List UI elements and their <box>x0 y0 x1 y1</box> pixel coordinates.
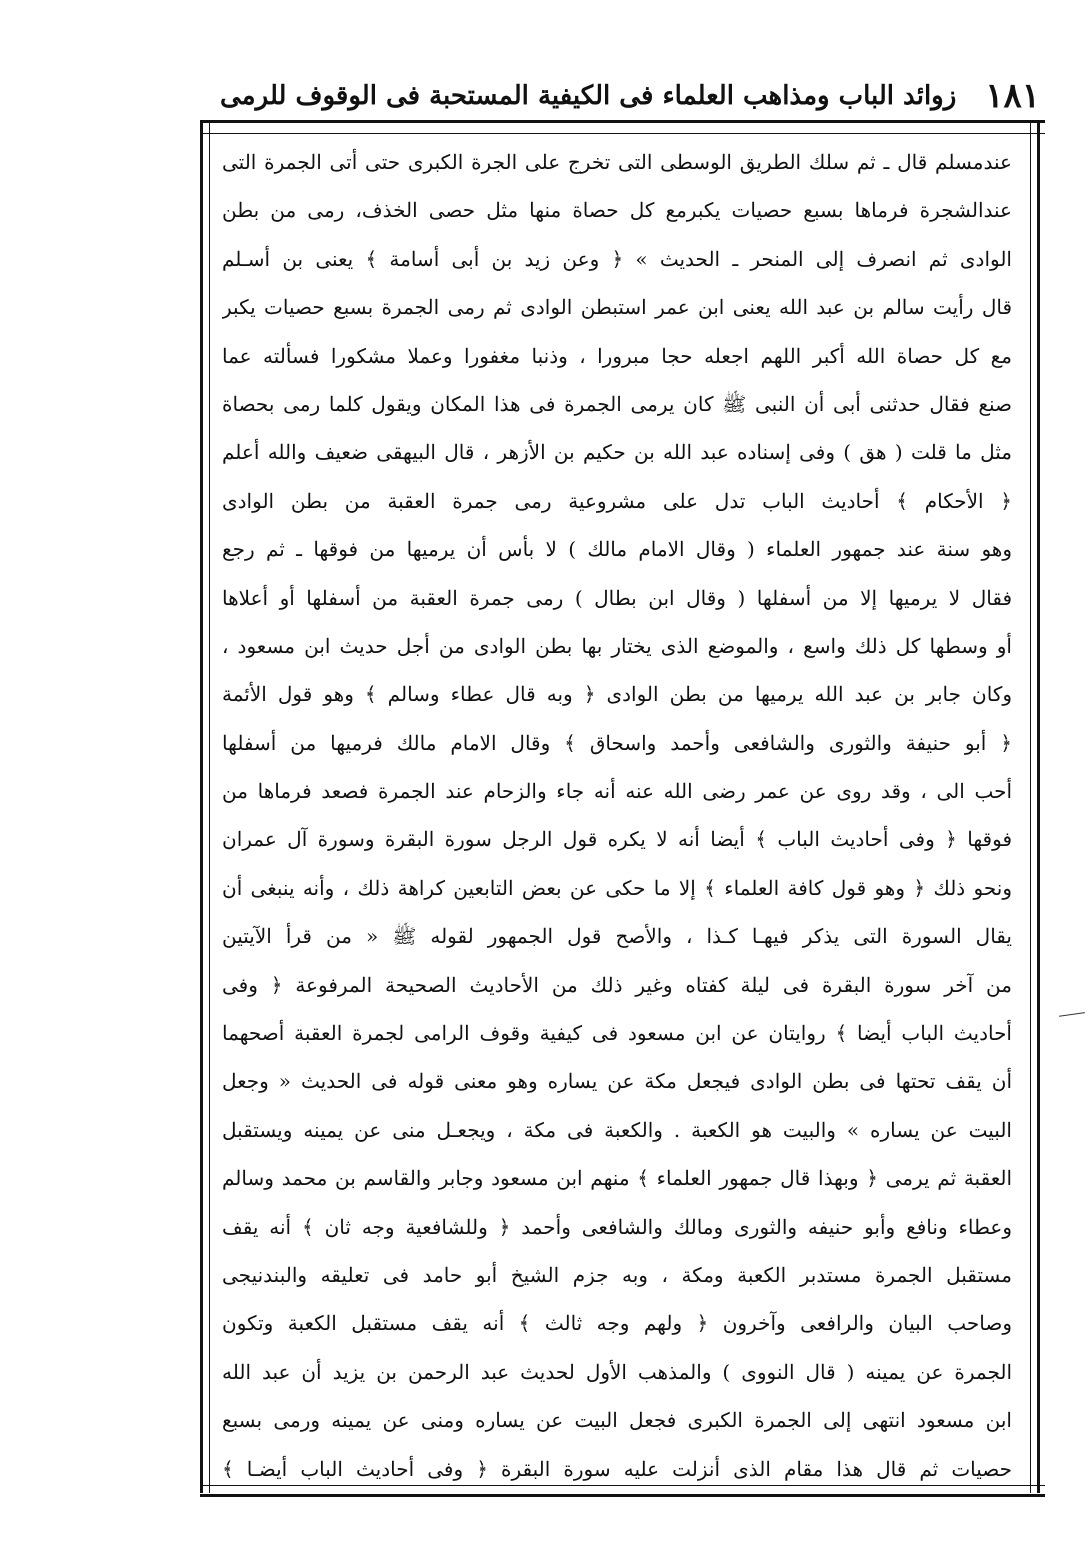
text-line: مستقبل الجمرة مستدبر الكعبة ومكة ، وبه جزم الشيخ أبو حامد فى تعليقه والبندنيجى <box>222 1262 1012 1287</box>
text-line: العقبة ثم يرمى ﴿ وبهذا قال جمهور العلماء ﴾ منهم ابن مسعود وجابر والقاسم بن محمد وسالم <box>222 1166 1012 1191</box>
body-text <box>222 138 1012 1493</box>
frame-right-rule <box>1030 120 1040 1493</box>
text-line: وهو سنة عند جمهور العلماء ( وقال الامام مالك ) لا بأس أن يرميها من فوقها ـ ثم رجع <box>222 537 1012 562</box>
text-line: قال رأيت سالم بن عبد الله يعنى ابن عمر استبطن الوادى ثم رمى الجمرة بسبع حصيات يكبر <box>222 295 1012 320</box>
page-number: ١٨١ <box>985 76 1040 116</box>
text-line: صنع فقال حدثنى أبى أن النبى ﷺ كان يرمى الجمرة فى هذا المكان ويقول كلما رمى بحصاة <box>222 391 1012 416</box>
text-line: أو وسطها كل ذلك واسع ، والموضع الذى يختار بها بطن الوادى من أجل حديث ابن مسعود ، <box>222 633 1012 658</box>
running-title: زوائد الباب ومذاهب العلماء فى الكيفية المستحبة فى الوقوف للرمى <box>220 81 957 111</box>
text-line: عندمسلم قال ـ ثم سلك الطريق الوسطى التى تخرج على الجرة الكبرى حتى أتى الجمرة التى <box>222 150 1012 174</box>
text-line: فوقها ﴿ وفى أحاديث الباب ﴾ أيضا أنه لا يكره قول الرجل سورة البقرة وسورة آل عمران <box>222 827 1012 852</box>
frame-left-rule <box>200 120 210 1493</box>
text-line: البيت عن يساره » والبيت هو الكعبة . والكعبة فى مكة ، ويجعـل منى عن يمينه ويستقبل <box>222 1117 1012 1142</box>
text-line: أحاديث الباب أيضا ﴾ روايتان عن ابن مسعود فى كيفية وقوف الرامى لجمرة العقبة أصحهما <box>222 1021 1012 1046</box>
text-line: مثل ما قلت ( هق ) وفى إسناده عبد الله بن حكيم بن الأزهر ، قال البيهقى ضعيف والله أعلم <box>222 440 1012 465</box>
text-line: أحب الى ، وقد روى عن عمر رضى الله عنه أنه جاء والزحام عند الجمرة فصعد فرماها من <box>222 779 1012 804</box>
text-line: وعطاء ونافع وأبو حنيفه والثورى ومالك والشافعى وأحمد ﴿ وللشافعية وجه ثان ﴾ أنه يقف <box>222 1214 1012 1239</box>
text-line: الجمرة عن يمينه ( قال النووى ) والمذهب الأول لحديث عبد الرحمن بن يزيد أن عبد الله <box>222 1359 1012 1384</box>
text-line: وصاحب البيان والرافعى وآخرون ﴿ ولهم وجه ثالث ﴾ أنه يقف مستقبل الكعبة وتكون <box>222 1311 1012 1336</box>
text-line: وكان جابر بن عبد الله يرميها من بطن الوادى ﴿ وبه قال عطاء وسالم ﴾ وهو قول الأئمة <box>222 682 1012 707</box>
text-line: ابن مسعود انتهى إلى الجمرة الكبرى فجعل البيت عن يساره ومنى عن يمينه ورمى بسبع <box>222 1408 1012 1433</box>
text-line: ﴿ الأحكام ﴾ أحاديث الباب تدل على مشروعية رمى جمرة العقبة من بطن الوادى <box>222 488 1012 513</box>
text-line: مع كل حصاة الله أكبر اللهم اجعله حجا مبرورا ، وذنبا مغفورا وعملا مشكورا فسألته عما <box>222 343 1012 368</box>
margin-pen-mark <box>1057 998 1085 1016</box>
frame-top-rule <box>200 120 1045 134</box>
text-line: ﴿ أبو حنيفة والثورى والشافعى وأحمد واسحاق ﴾ وقال الامام مالك فرميها من أسفلها <box>222 730 1012 755</box>
text-line: فقال لا يرميها إلا من أسفلها ( وقال ابن بطال ) رمى جمرة العقبة من أسفلها أو أعلاها <box>222 585 1012 610</box>
text-line: من آخر سورة البقرة فى ليلة كفتاه وغير ذلك من الأحاديث الصحيحة المرفوعة ﴿ وفى <box>222 972 1012 997</box>
text-line: ونحو ذلك ﴿ وهو قول كافة العلماء ﴾ إلا ما حكى عن بعض التابعين كراهة ذلك ، وأنه ينبغى أن <box>222 875 1012 900</box>
text-line: عندالشجرة فرماها بسبع حصيات يكبرمع كل حصاة منها مثل حصى الخذف، رمى من بطن <box>222 198 1012 223</box>
text-line: أن يقف تحتها فى بطن الوادى فيجعل مكة عن يساره وهو معنى قوله فى الحديث « وجعل <box>222 1069 1012 1094</box>
page-header <box>220 70 1040 122</box>
text-line: حصيات ثم قال هذا مقام الذى أنزلت عليه سورة البقرة ﴿ وفى أحاديث الباب أيضـا ﴾ <box>222 1456 1012 1481</box>
text-line: الوادى ثم انصرف إلى المنحر ـ الحديث » ﴿ وعن زيد بن أبى أسامة ﴾ يعنى بن أسـلم <box>222 246 1012 271</box>
text-line: يقال السورة التى يذكر فيهـا كـذا ، والأصح قول الجمهور لقوله ﷺ « من قرأ الآيتين <box>222 924 1012 949</box>
